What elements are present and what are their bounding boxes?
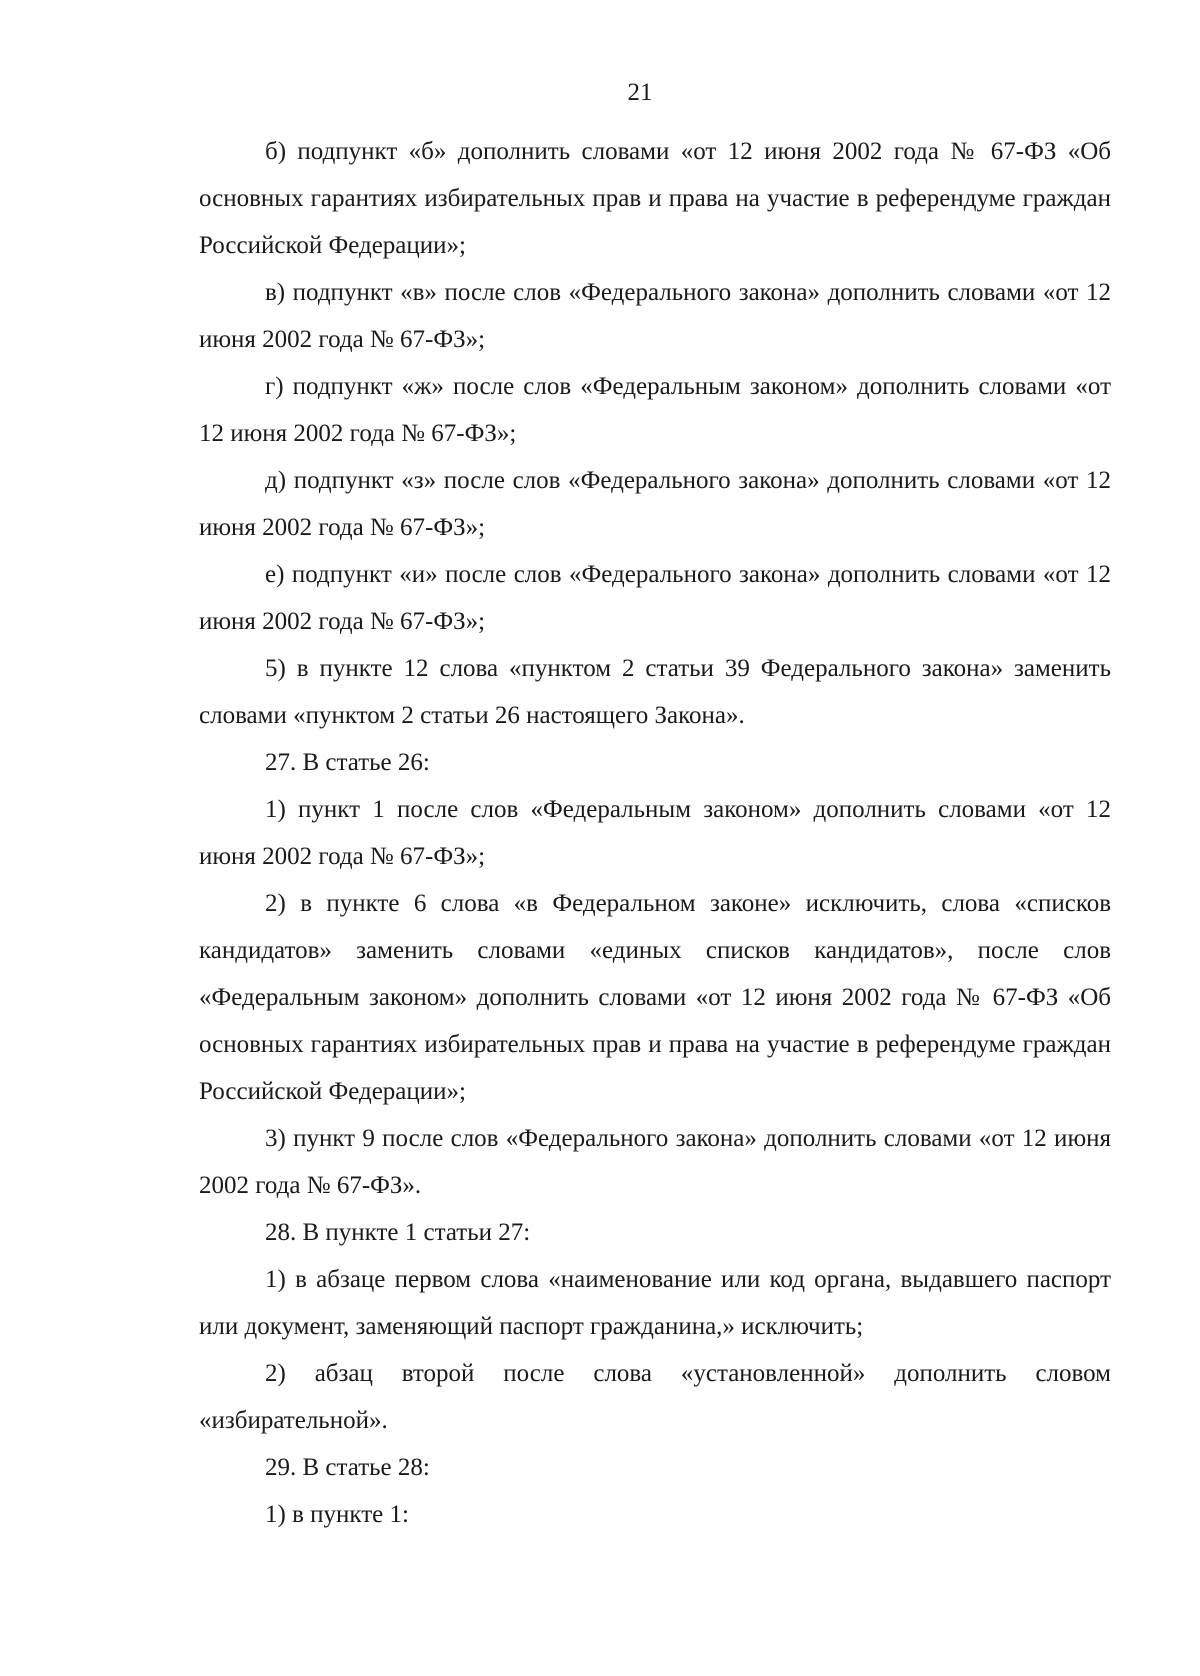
paragraph-article-26-item-1: 1) пункт 1 после слов «Федеральным законом» дополнить словами «от 12 июня 2002 года № 67-ФЗ»;: [199, 796, 1111, 870]
paragraph-g-subpoint: г) подпункт «ж» после слов «Федеральным законом» дополнить словами «от 12 июня 2002 года № 67-ФЗ»;: [199, 373, 1111, 447]
paragraph-item-5: 5) в пункте 12 слова «пунктом 2 статьи 39 Федерального закона» заменить словами «пунктом 2 статьи 26 настоящего Закона».: [199, 655, 1111, 729]
paragraph-article-26-item-2: 2) в пункте 6 слова «в Федеральном законе» исключить, слова «списков кандидатов» заменить словами «единых списков кандидатов», после слов «Федеральным законом» дополнить словами «от 12 июня 2002 года № 67-ФЗ «Об основных гарантиях избирательных прав и права на участие в референдуме граждан Российской Федерации»;: [199, 890, 1111, 1105]
page-number: 21: [627, 79, 653, 106]
paragraph-e-subpoint: е) подпункт «и» после слов «Федерального закона» дополнить словами «от 12 июня 2002 года № 67-ФЗ»;: [199, 561, 1111, 635]
paragraph-article-26-item-3: 3) пункт 9 после слов «Федерального закона» дополнить словами «от 12 июня 2002 года № 67-ФЗ».: [199, 1125, 1111, 1199]
paragraph-article-28-item-1: 1) в пункте 1:: [265, 1501, 409, 1528]
paragraph-article-27-item-2: 2) абзац второй после слова «установленной» дополнить словом «избирательной».: [199, 1360, 1111, 1434]
paragraph-b-subpoint: б) подпункт «б» дополнить словами «от 12 июня 2002 года № 67-ФЗ «Об основных гарантиях избирательных прав и права на участие в референдуме граждан Российской Федерации»;: [199, 138, 1111, 259]
paragraph-article-27-heading: 28. В пункте 1 статьи 27:: [265, 1219, 531, 1246]
paragraph-article-26-heading: 27. В статье 26:: [265, 749, 430, 776]
paragraph-article-27-item-1: 1) в абзаце первом слова «наименование или код органа, выдавшего паспорт или документ, заменяющий паспорт гражданина,» исключить;: [199, 1266, 1111, 1340]
paragraph-v-subpoint: в) подпункт «в» после слов «Федерального закона» дополнить словами «от 12 июня 2002 года № 67-ФЗ»;: [199, 279, 1111, 353]
paragraph-article-28-heading: 29. В статье 28:: [265, 1454, 430, 1481]
paragraph-d-subpoint: д) подпункт «з» после слов «Федерального закона» дополнить словами «от 12 июня 2002 года № 67-ФЗ»;: [199, 467, 1111, 541]
document-body: [199, 128, 1111, 1538]
